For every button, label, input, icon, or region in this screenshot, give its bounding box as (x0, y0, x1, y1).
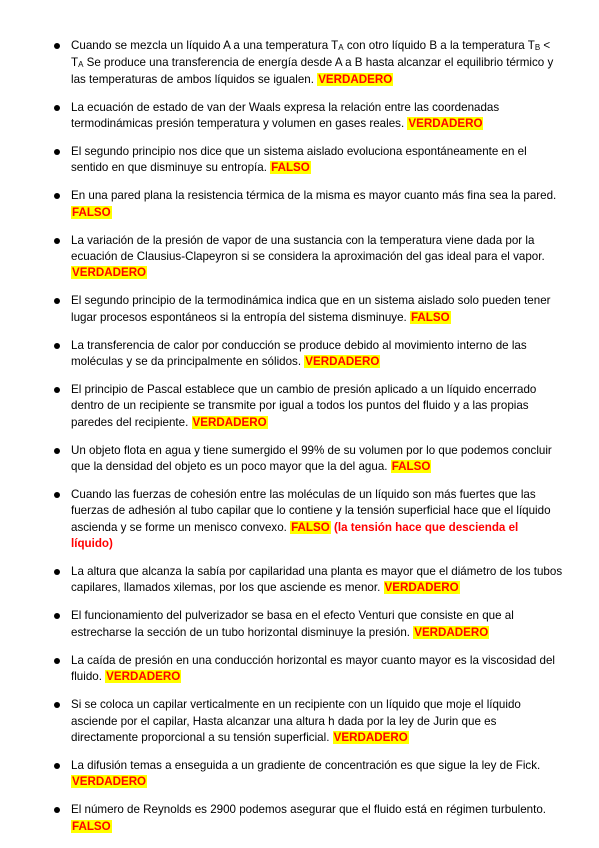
verdict-badge: VERDADERO (72, 775, 147, 789)
bullet-icon (54, 492, 60, 498)
verdict-badge: FALSO (271, 161, 310, 175)
verdict-badge: FALSO (291, 520, 330, 534)
bullet-icon (54, 702, 60, 708)
verdict-badge: VERDADERO (318, 73, 393, 87)
item-text: El número de Reynolds es 2900 podemos asegurar que el fluido está en régimen turbulento. (71, 803, 546, 817)
list-item (0, 653, 599, 685)
verdict-badge: VERDADERO (72, 266, 147, 280)
list-item (0, 188, 599, 220)
verdict-badge: VERDADERO (414, 625, 489, 639)
list-item (0, 802, 599, 834)
bullet-icon (54, 448, 60, 454)
list-item (0, 38, 599, 89)
item-text: En una pared plana la resistencia térmica de la misma es mayor cuanto más fina sea la pared. (71, 189, 557, 203)
item-text: Cuando las fuerzas de cohesión entre las moléculas de un líquido son más fuertes que las fuerzas de adhesión al tubo capilar que lo contiene y la tensión superficial hace que el líquido ascienda y se forme un menisco convexo. (71, 488, 551, 534)
verdict-badge: VERDADERO (384, 581, 459, 595)
verdict-badge: VERDADERO (333, 730, 408, 744)
item-text: La variación de la presión de vapor de una sustancia con la temperatura viene dada por la ecuación de Clausius-Clapeyron si se considera la aproximación del gas ideal para el vapor. (71, 233, 545, 264)
list-item (0, 144, 599, 176)
list-item (0, 338, 599, 370)
bullet-icon (54, 763, 60, 769)
bullet-icon (54, 658, 60, 664)
list-item (0, 564, 599, 596)
item-text: Cuando se mezcla un líquido A a una temperatura $T_A$ con otro líquido B a la temperatura $T_B < T_A$ Se produce una transferencia de energía desde A a B hasta alcanzar el equilibrio térmico y las temperaturas de ambos líquidos se igualen. (71, 39, 554, 87)
bullet-icon (54, 807, 60, 813)
item-text: El funcionamiento del pulverizador se basa en el efecto Venturi que consiste en que al estrecharse la sección de un tubo horizontal disminuye la presión. (71, 609, 514, 639)
list-item (0, 608, 599, 640)
item-text: La caída de presión en una conducción horizontal es mayor cuanto mayor es la viscosidad del fluido. (71, 653, 556, 684)
verdict-badge: VERDADERO (192, 415, 267, 429)
item-text: Un objeto flota en agua y tiene sumergido el 99% de su volumen por lo que podemos concluir que la densidad del objeto es un poco mayor que la del agua. (71, 443, 552, 474)
list-item (0, 697, 599, 746)
verdict-badge: VERDADERO (305, 355, 380, 369)
list-item (0, 382, 599, 431)
verdict-badge: VERDADERO (408, 116, 483, 130)
bullet-icon (54, 613, 60, 619)
list-item (0, 293, 599, 325)
item-text: La ecuación de estado de van der Waals expresa la relación entre las coordenadas termodinámicas presión temperatura y volumen en gases reales. (71, 100, 500, 130)
item-text: La altura que alcanza la sabía por capilaridad una planta es mayor que el diámetro de los tubos capilares, llamados xilemas, por los que asciende es menor. (71, 565, 563, 595)
verdict-badge: FALSO (391, 460, 431, 474)
item-text: La transferencia de calor por conducción se produce debido al movimiento interno de las moléculas y se da principalmente en sólidos. (71, 338, 527, 369)
verdict-badge: VERDADERO (106, 670, 181, 684)
list-item (0, 100, 599, 132)
item-text: La difusión temas a enseguida a un gradiente de concentración es que sigue la ley de Fick. (71, 758, 541, 772)
verdict-badge: FALSO (410, 310, 450, 324)
bullet-icon (54, 43, 60, 49)
bullet-icon (54, 343, 60, 349)
statement-list (0, 38, 599, 835)
list-item (0, 233, 599, 282)
bullet-icon (54, 298, 60, 304)
bullet-icon (54, 569, 60, 575)
bullet-icon (54, 105, 60, 111)
item-text: El segundo principio nos dice que un sistema aislado evoluciona espontáneamente en el sentido en que disminuye su entropía. (71, 145, 527, 175)
item-text: El segundo principio de la termodinámica indica que en un sistema aislado solo pueden tener lugar procesos espontáneos si la entropía del sistema disminuye. (71, 294, 551, 324)
bullet-icon (54, 149, 60, 155)
item-text: El principio de Pascal establece que un cambio de presión aplicado a un líquido encerrado dentro de un recipiente se transmite por igual a todos los puntos del fluido y a las propias paredes del recipiente. (71, 383, 537, 429)
bullet-icon (54, 193, 60, 199)
correction-note: (la tensión hace que descienda el líquido) (71, 520, 519, 550)
bullet-icon (54, 238, 60, 244)
verdict-badge: FALSO (72, 205, 111, 219)
verdict-badge: FALSO (72, 819, 111, 833)
list-item (0, 758, 599, 790)
list-item (0, 443, 599, 475)
item-text: Si se coloca un capilar verticalmente en un recipiente con un líquido que moje el líquido asciende por el capilar, Hasta alcanzar una altura h dada por la ley de Jurin que es directamente proporcional a su tensión superficial. (71, 698, 521, 744)
bullet-icon (54, 387, 60, 393)
list-item (0, 487, 599, 552)
